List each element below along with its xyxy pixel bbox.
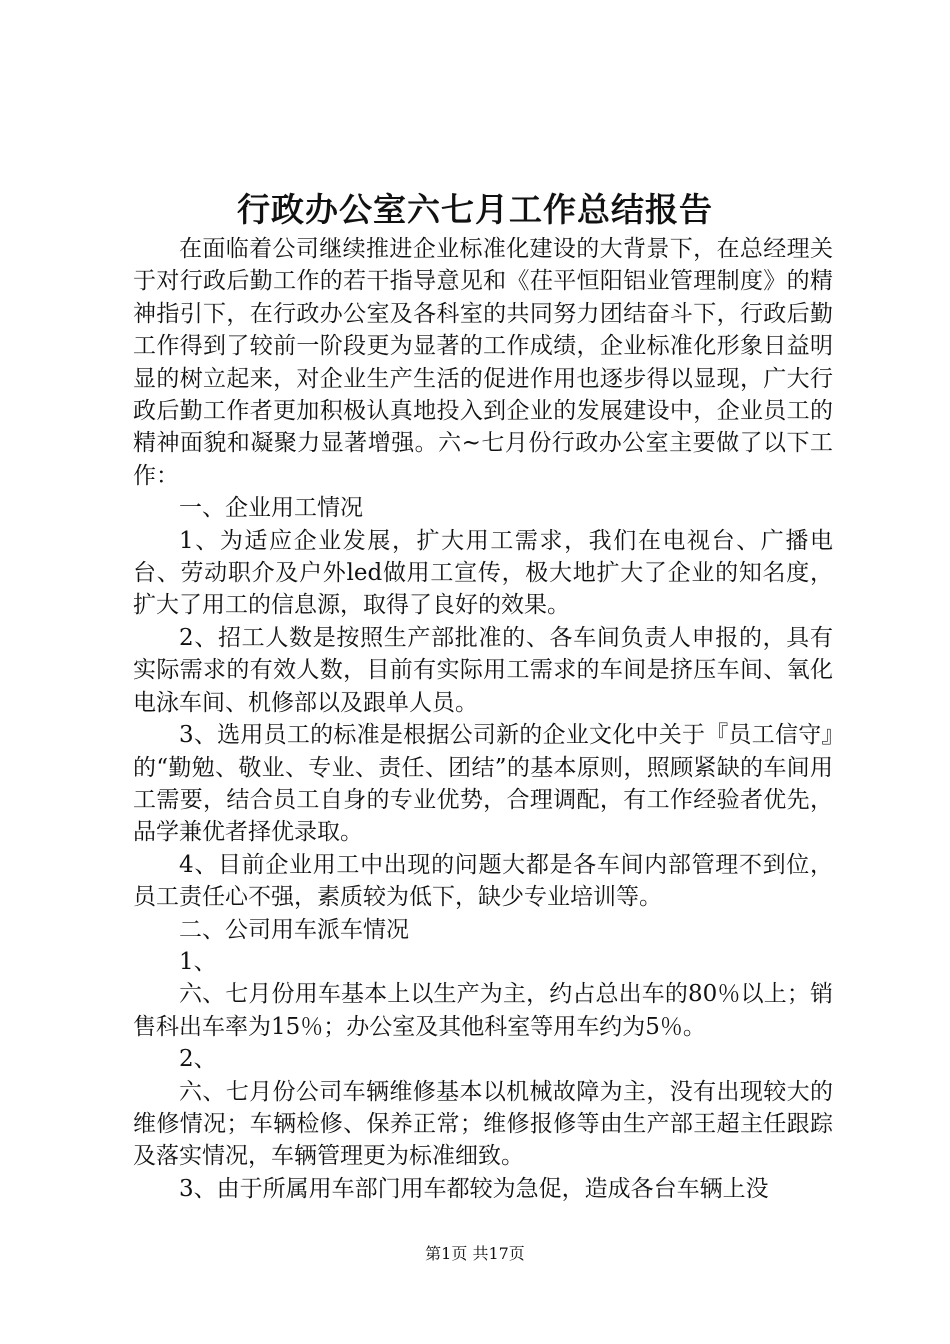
paragraph-item: 3、选用员工的标准是根据公司新的企业文化中关于『员工信守』的“勤勉、敬业、专业、责任、团结”的基本原则，照顾紧缺的车间用工需要，结合员工自身的专业优势，合理调配，有工作经验者优先，品学兼优者择优录取。 xyxy=(133,722,833,846)
paragraph-item: 2、招工人数是按照生产部批准的、各车间负责人申报的，具有实际需求的有效人数，目前有实际用工需求的车间是挤压车间、氧化电泳车间、机修部以及跟单人员。 xyxy=(133,624,833,716)
document-body xyxy=(133,233,833,1205)
paragraph-item: 六、七月份用车基本上以生产为主，约占总出车的80％以上；销售科出车率为15％；办公室及其他科室等用车约为5％。 xyxy=(133,981,833,1040)
paragraph-item-number: 1、 xyxy=(179,948,217,975)
paragraph-item: 六、七月份公司车辆维修基本以机械故障为主，没有出现较大的维修情况；车辆检修、保养正常；维修报修等由生产部王超主任跟踪及落实情况，车辆管理更为标准细致。 xyxy=(133,1078,833,1170)
paragraph-intro: 在面临着公司继续推进企业标准化建设的大背景下，在总经理关于对行政后勤工作的若干指导意见和《茌平恒阳铝业管理制度》的精神指引下，在行政办公室及各科室的共同努力团结奋斗下，行政后勤工作得到了较前一阶段更为显著的工作成绩，企业标准化形象日益明显的树立起来，对企业生产生活的促进作用也逐步得以显现，广大行政后勤工作者更加积极认真地投入到企业的发展建设中，企业员工的精神面貌和凝聚力显著增强。六~七月份行政办公室主要做了以下工作： xyxy=(133,236,833,489)
document-title: 行政办公室六七月工作总结报告 xyxy=(237,190,713,229)
section-heading-employment: 一、企业用工情况 xyxy=(179,495,363,522)
page-footer: 第1页 共17页 xyxy=(425,1244,525,1263)
paragraph-item-number: 2、 xyxy=(179,1046,217,1073)
paragraph-item: 1、为适应企业发展，扩大用工需求，我们在电视台、广播电台、劳动职介及户外led做用工宣传，极大地扩大了企业的知名度，扩大了用工的信息源，取得了良好的效果。 xyxy=(133,527,833,619)
paragraph-item: 4、目前企业用工中出现的问题大都是各车间内部管理不到位，员工责任心不强，素质较为低下，缺少专业培训等。 xyxy=(133,851,833,911)
paragraph-item: 3、由于所属用车部门用车都较为急促，造成各台车辆上没 xyxy=(179,1175,769,1202)
section-heading-vehicles: 二、公司用车派车情况 xyxy=(179,916,409,943)
